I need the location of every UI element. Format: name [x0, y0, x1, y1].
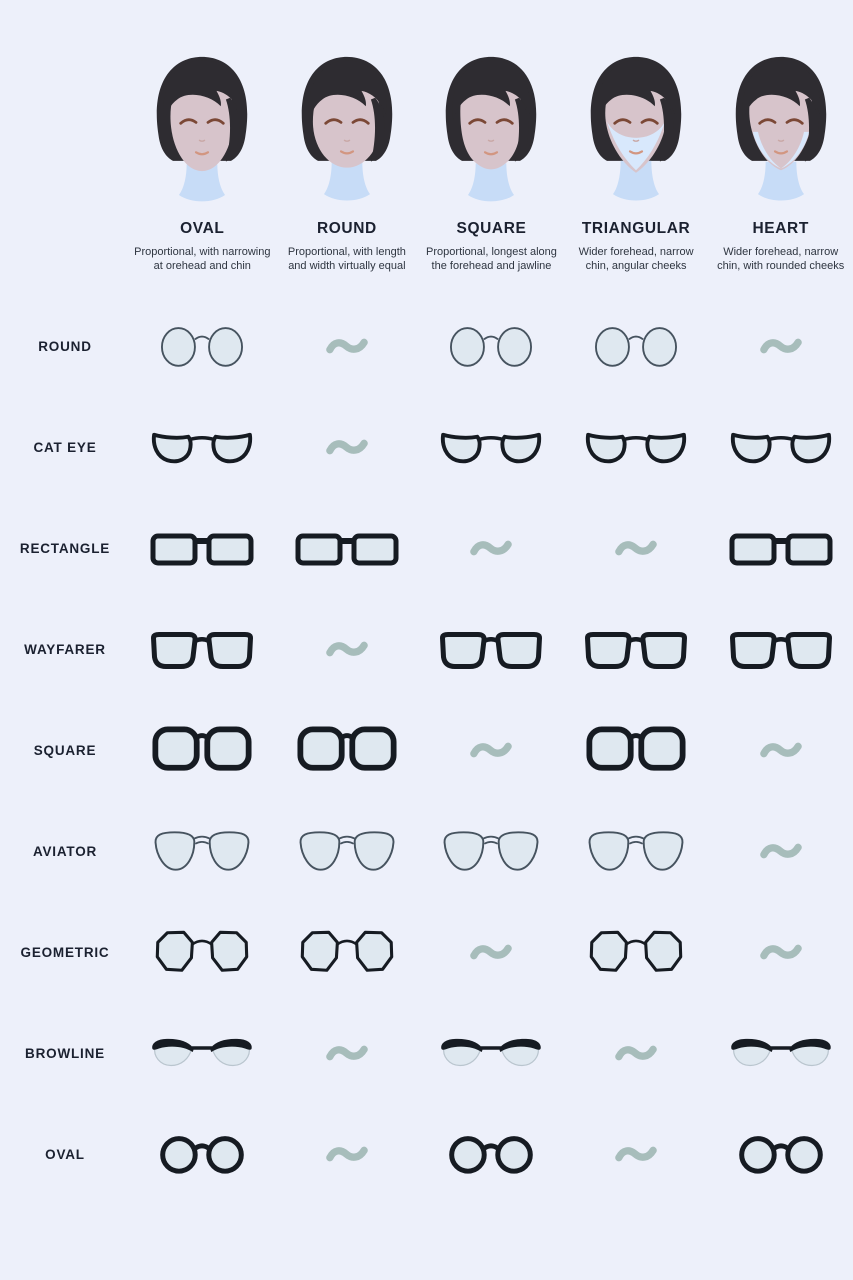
not-suitable-tilde-icon: [614, 1143, 658, 1165]
not-suitable-aviator-for-heart-icon: [708, 840, 853, 862]
glasses-rectangle-for-round-icon: [275, 528, 420, 568]
not-suitable-tilde-icon: [469, 941, 513, 963]
glasses-square-for-round-icon: [275, 725, 420, 775]
not-suitable-geometric-for-heart-icon: [708, 941, 853, 963]
glasses-round-for-oval-icon: [130, 320, 275, 372]
glasses-style-label: BROWLINE: [25, 1045, 105, 1061]
glasses-cateye-for-heart-icon: [708, 426, 853, 469]
not-suitable-geometric-for-square-icon: [419, 941, 564, 963]
not-suitable-tilde-icon: [325, 335, 369, 357]
not-suitable-browline-for-triangular-icon: [564, 1042, 709, 1064]
glasses-oval-for-square-icon: [419, 1130, 564, 1178]
glasses-geometric-for-round-icon: [275, 927, 420, 977]
glasses-browline-for-square-icon: [419, 1033, 564, 1073]
not-suitable-wayfarer-for-round-icon: [275, 638, 420, 660]
compatibility-matrix: [0, 296, 853, 1205]
glasses-geometric-for-oval-icon: [130, 927, 275, 977]
glasses-oval-for-oval-icon: [130, 1130, 275, 1178]
face-shape-label: HEART: [752, 220, 809, 237]
row-aviator: [0, 801, 853, 902]
row-round: [0, 296, 853, 397]
face-column-oval: [130, 50, 275, 274]
face-shape-label: TRIANGULAR: [581, 220, 691, 237]
face-round-illustration: [283, 50, 411, 212]
glasses-style-label: ROUND: [38, 338, 92, 354]
glasses-style-label: WAYFARER: [24, 641, 106, 657]
glasses-aviator-for-square-icon: [419, 828, 564, 874]
glasses-cateye-for-oval-icon: [130, 426, 275, 469]
not-suitable-tilde-icon: [614, 1042, 658, 1064]
glasses-wayfarer-for-triangular-icon: [564, 627, 709, 671]
face-column-square: [419, 50, 564, 274]
face-shape-label: OVAL: [180, 220, 225, 237]
not-suitable-rectangle-for-triangular-icon: [564, 537, 709, 559]
glasses-square-for-oval-icon: [130, 725, 275, 775]
row-browline: [0, 1003, 853, 1104]
face-shape-label: SQUARE: [456, 220, 527, 237]
not-suitable-tilde-icon: [469, 739, 513, 761]
not-suitable-tilde-icon: [759, 840, 803, 862]
not-suitable-square-for-square-icon: [419, 739, 564, 761]
face-shape-description: Wider forehead, narrow chin, with rounded cheeks: [717, 246, 845, 273]
row-square: [0, 700, 853, 801]
not-suitable-tilde-icon: [614, 537, 658, 559]
not-suitable-round-for-round-icon: [275, 335, 420, 357]
face-shape-description: Wider forehead, narrow chin, angular cheeks: [578, 246, 694, 273]
glasses-wayfarer-for-heart-icon: [708, 627, 853, 671]
not-suitable-square-for-heart-icon: [708, 739, 853, 761]
glasses-rectangle-for-heart-icon: [708, 528, 853, 568]
glasses-style-label: CAT EYE: [33, 439, 97, 455]
not-suitable-tilde-icon: [759, 739, 803, 761]
glasses-rectangle-for-oval-icon: [130, 528, 275, 568]
glasses-aviator-for-oval-icon: [130, 828, 275, 874]
not-suitable-tilde-icon: [759, 335, 803, 357]
row-geometric: [0, 902, 853, 1003]
glasses-cateye-for-square-icon: [419, 426, 564, 469]
glasses-cateye-for-triangular-icon: [564, 426, 709, 469]
glasses-round-for-triangular-icon: [564, 320, 709, 372]
glasses-round-for-square-icon: [419, 320, 564, 372]
not-suitable-tilde-icon: [325, 436, 369, 458]
not-suitable-tilde-icon: [759, 941, 803, 963]
face-shapes-header: [0, 50, 853, 274]
glasses-aviator-for-round-icon: [275, 828, 420, 874]
face-oval-illustration: [138, 50, 266, 212]
row-rectangle: [0, 498, 853, 599]
face-column-round: [275, 50, 420, 274]
glasses-browline-for-heart-icon: [708, 1033, 853, 1073]
glasses-browline-for-oval-icon: [130, 1033, 275, 1073]
not-suitable-tilde-icon: [469, 537, 513, 559]
face-shape-label: ROUND: [316, 220, 377, 237]
glasses-style-label: GEOMETRIC: [20, 944, 110, 960]
glasses-style-label: RECTANGLE: [19, 540, 111, 556]
not-suitable-tilde-icon: [325, 1042, 369, 1064]
not-suitable-tilde-icon: [325, 638, 369, 660]
face-shape-description: Proportional, with narrowing at orehead and chin: [134, 246, 271, 273]
face-column-heart: [708, 50, 853, 274]
face-triangular-illustration: [572, 50, 700, 212]
row-cateye: [0, 397, 853, 498]
face-shape-description: Proportional, longest along the forehead and jawline: [426, 246, 557, 273]
glasses-wayfarer-for-square-icon: [419, 627, 564, 671]
row-wayfarer: [0, 599, 853, 700]
not-suitable-round-for-heart-icon: [708, 335, 853, 357]
glasses-square-for-triangular-icon: [564, 725, 709, 775]
glasses-style-label: OVAL: [45, 1146, 85, 1162]
glasses-geometric-for-triangular-icon: [564, 927, 709, 977]
not-suitable-oval-for-round-icon: [275, 1143, 420, 1165]
glasses-aviator-for-triangular-icon: [564, 828, 709, 874]
not-suitable-browline-for-round-icon: [275, 1042, 420, 1064]
row-oval: [0, 1104, 853, 1205]
glasses-wayfarer-for-oval-icon: [130, 627, 275, 671]
glasses-oval-for-heart-icon: [708, 1130, 853, 1178]
face-shape-description: Proportional, with length and width virtually equal: [287, 246, 406, 273]
face-heart-illustration: [717, 50, 845, 212]
not-suitable-cateye-for-round-icon: [275, 436, 420, 458]
not-suitable-rectangle-for-square-icon: [419, 537, 564, 559]
glasses-style-label: AVIATOR: [32, 843, 98, 859]
not-suitable-oval-for-triangular-icon: [564, 1143, 709, 1165]
not-suitable-tilde-icon: [325, 1143, 369, 1165]
face-column-triangular: [564, 50, 709, 274]
glasses-style-label: SQUARE: [33, 742, 97, 758]
face-square-illustration: [427, 50, 555, 212]
